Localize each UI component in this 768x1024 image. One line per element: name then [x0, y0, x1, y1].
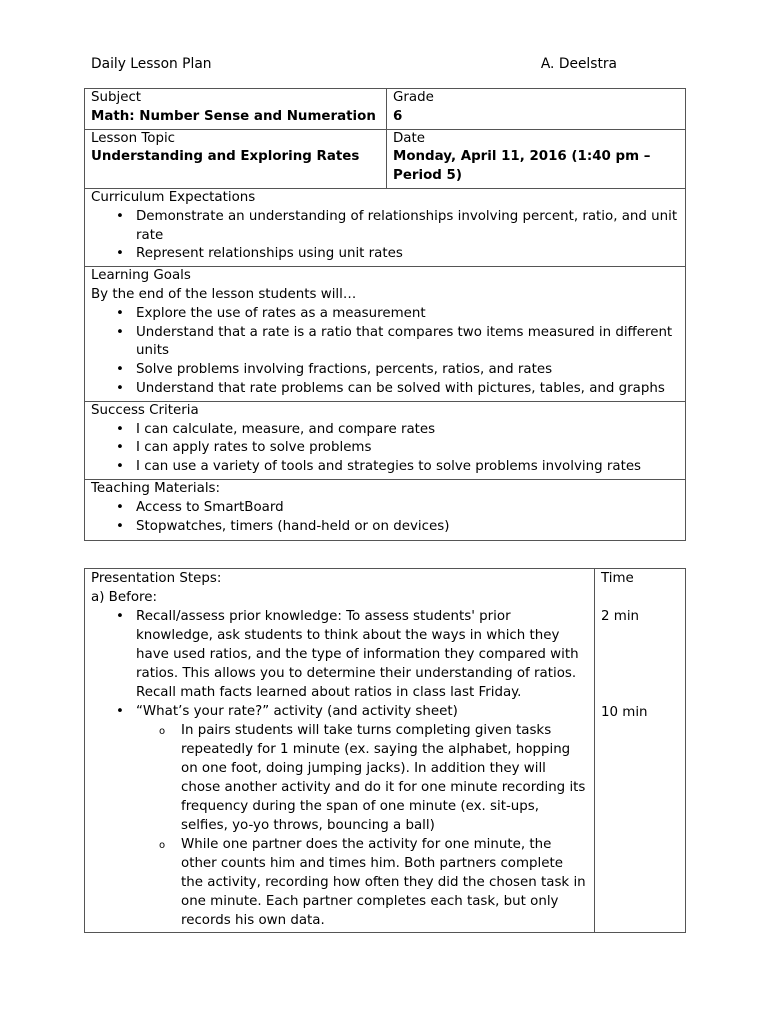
list-item: • Recall/assess prior knowledge: To assess students' prior knowledge, ask students to think about the ways in which they have used ratios, and the type of information they compared with ratios. This allows you to determine their understanding of ratios. Recall math facts learned about ratios in class last Friday.	[91, 607, 588, 702]
goals-row	[85, 267, 686, 402]
presentation-table	[84, 568, 686, 933]
page-header	[91, 56, 617, 72]
curriculum-cell	[85, 188, 686, 266]
grade-cell	[387, 89, 686, 130]
curriculum-list	[91, 208, 679, 264]
goals-list	[91, 305, 679, 399]
list-item: • “What’s your rate?” activity (and activity sheet)	[91, 702, 588, 721]
list-item: • I can apply rates to solve problems	[91, 439, 679, 458]
time-value: 10 min	[601, 705, 648, 720]
goals-label: Learning Goals	[91, 268, 191, 284]
time-value: 2 min	[601, 609, 640, 624]
success-cell	[85, 401, 686, 479]
steps-list	[91, 607, 588, 721]
list-item: o While one partner does the activity for one minute, the other counts him and times him. Both partners complete the activity, recording how often they did the chosen task in one minute. Each partner completes each task, but only records his own data.	[91, 835, 588, 930]
goals-cell	[85, 267, 686, 402]
materials-label: Teaching Materials:	[91, 480, 221, 496]
list-item: • Explore the use of rates as a measurement	[91, 305, 679, 324]
subject-label: Subject	[91, 90, 142, 105]
presentation-cell	[85, 569, 595, 933]
list-item: • I can calculate, measure, and compare rates	[91, 421, 679, 440]
sub-steps-list	[91, 721, 588, 930]
success-list	[91, 421, 679, 477]
section-before: a) Before:	[91, 590, 157, 605]
presentation-label: Presentation Steps:	[91, 571, 222, 586]
time-label: Time	[601, 571, 634, 586]
materials-list	[91, 499, 679, 537]
grade-label: Grade	[393, 90, 434, 105]
success-row	[85, 401, 686, 479]
list-item: • Understand that a rate is a ratio that compares two items measured in different units	[91, 324, 679, 362]
list-item: o In pairs students will take turns completing given tasks repeatedly for 1 minute (ex. saying the alphabet, hopping on one foot, doing jumping jacks). In addition they will chose another activity and do it for one minute recording its frequency during the span of one minute (ex. sit-ups, selfies, yo-yo throws, bouncing a ball)	[91, 721, 588, 835]
document-title: Daily Lesson Plan	[91, 56, 212, 72]
topic-value: Understanding and Exploring Rates	[91, 149, 360, 165]
topic-row	[85, 129, 686, 188]
subject-cell	[85, 89, 387, 130]
list-item: • Demonstrate an understanding of relationships involving percent, ratio, and unit rate	[91, 208, 679, 246]
curriculum-label: Curriculum Expectations	[91, 189, 256, 205]
materials-cell	[85, 479, 686, 540]
list-item: • Stopwatches, timers (hand-held or on devices)	[91, 518, 679, 537]
subject-value: Math: Number Sense and Numeration	[91, 108, 376, 124]
time-cell	[595, 569, 686, 933]
author-name: A. Deelstra	[540, 56, 617, 72]
list-item: • Understand that rate problems can be solved with pictures, tables, and graphs	[91, 380, 679, 399]
list-item: • Solve problems involving fractions, percents, ratios, and rates	[91, 361, 679, 380]
goals-intro: By the end of the lesson students will…	[91, 286, 357, 302]
list-item: • Represent relationships using unit rates	[91, 245, 679, 264]
lesson-info-table	[84, 88, 686, 541]
date-cell	[387, 129, 686, 188]
date-label: Date	[393, 130, 426, 146]
materials-row	[85, 479, 686, 540]
topic-cell	[85, 129, 387, 188]
curriculum-row	[85, 188, 686, 266]
grade-value: 6	[393, 108, 403, 124]
date-value: Monday, April 11, 2016 (1:40 pm – Period 5)	[393, 149, 651, 184]
topic-label: Lesson Topic	[91, 130, 176, 146]
list-item: • I can use a variety of tools and strategies to solve problems involving rates	[91, 458, 679, 477]
list-item: • Access to SmartBoard	[91, 499, 679, 518]
success-label: Success Criteria	[91, 402, 199, 418]
presentation-row	[85, 569, 686, 933]
subject-row	[85, 89, 686, 130]
